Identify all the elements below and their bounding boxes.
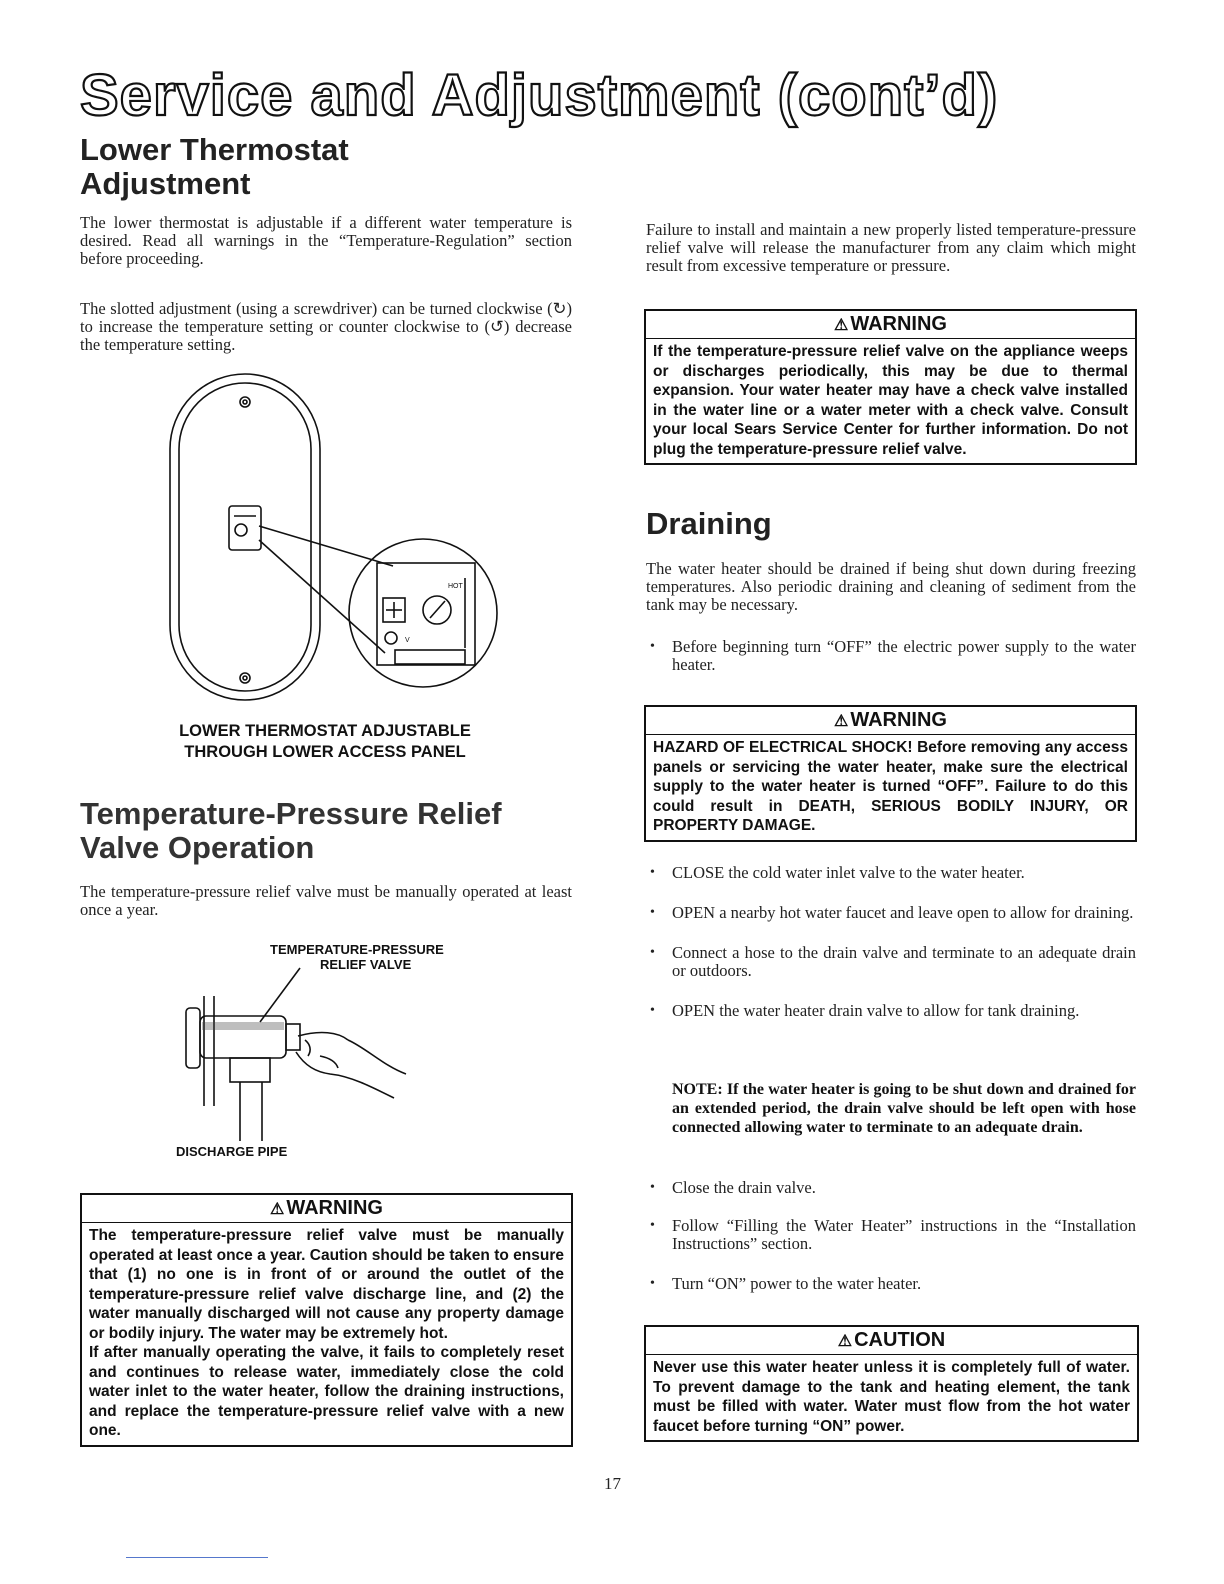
list-item: • Close the drain valve. bbox=[646, 1179, 1136, 1197]
warning-triangle-icon: ⚠ bbox=[837, 1333, 853, 1350]
warning-header bbox=[646, 707, 1135, 735]
tp-valve-para: The temperature-pressure relief valve must be manually operated at least once a year. bbox=[80, 882, 572, 919]
lower-thermostat-para2: The slotted adjustment (using a screwdriver) can be turned clockwise (↻) to increase the temperature setting or counter clockwise to (↺) decrease the temperature setting. bbox=[80, 299, 572, 354]
list-item: • OPEN the water heater drain valve to allow for tank draining. bbox=[646, 1002, 1136, 1020]
draining-steps-list bbox=[646, 864, 1136, 1020]
page-number: 17 bbox=[604, 1474, 621, 1493]
list-item: • Before beginning turn “OFF” the electric power supply to the water heater. bbox=[646, 638, 1136, 674]
warning-text: The temperature-pressure relief valve must be manually operated at least once a year. Caution should be taken to ensure that (1) no one is in front of or around the outlet of the temperature-pressure relief valve discharge line, and (2) the water manually discharged will not cause any property damage or bodily injury. The water may be extremely hot. bbox=[89, 1227, 564, 1342]
warning-box-tp-valve bbox=[80, 1193, 573, 1447]
footer-rule bbox=[126, 1557, 268, 1558]
tp-valve-figure bbox=[170, 966, 410, 1146]
draining-para: The water heater should be drained if being shut down during freezing temperatures. Also periodic draining and cleaning of sediment from the tank may be necessary. bbox=[646, 559, 1136, 614]
heading-line: Valve Operation bbox=[80, 830, 315, 865]
warning-box-electrical-shock bbox=[644, 705, 1137, 842]
svg-text:V: V bbox=[405, 637, 410, 644]
warning-body: HAZARD OF ELECTRICAL SHOCK! Before removing any access panels or servicing the water heater, make sure the electrical supply to the water heater is turned “OFF”. Failure to do this could result in DEATH, SERIOUS BODILY INJURY, OR PROPERTY DAMAGE. bbox=[653, 739, 1128, 834]
label-line: RELIEF VALVE bbox=[320, 957, 412, 972]
list-item: • Connect a hose to the drain valve and terminate to an adequate drain or outdoors. bbox=[646, 944, 1136, 980]
warning-title: WARNING bbox=[850, 709, 947, 731]
warning-triangle-icon: ⚠ bbox=[833, 317, 849, 334]
label-line: TEMPERATURE-PRESSURE bbox=[270, 942, 444, 957]
list-item: • Turn “ON” power to the water heater. bbox=[646, 1275, 1136, 1293]
tp-valve-failure-para: Failure to install and maintain a new properly listed temperature-pressure relief valve will release the manufacturer from any claim which might result from excessive temperature or pressure. bbox=[646, 220, 1136, 275]
draining-heading: Draining bbox=[646, 506, 772, 541]
list-item: • Follow “Filling the Water Heater” instructions in the “Installation Instructions” section. bbox=[646, 1217, 1136, 1253]
svg-text:HOT: HOT bbox=[448, 583, 463, 590]
warning-title: WARNING bbox=[286, 1197, 383, 1219]
caution-box bbox=[644, 1325, 1139, 1442]
page-title: Service and Adjustment (cont’d) bbox=[80, 63, 999, 128]
tp-valve-heading bbox=[80, 797, 502, 865]
thermostat-panel-figure bbox=[165, 368, 505, 713]
warning-title: WARNING bbox=[850, 313, 947, 335]
warning-text: If after manually operating the valve, it fails to completely reset and continues to release water, immediately close the cold water inlet to the water heater, follow the draining instructions, and replace the temperature-pressure relief valve with a new one. bbox=[89, 1344, 564, 1439]
draining-pre-list bbox=[646, 638, 1136, 674]
draining-steps-after-list bbox=[646, 1179, 1136, 1293]
warning-body: If the temperature-pressure relief valve on the appliance weeps or discharges periodically, this may be due to thermal expansion. Your water heater may have a check valve installed in the water line or a water meter with a check valve. Consult your local Sears Service Center for further information. Do not plug the temperature-pressure relief valve. bbox=[653, 343, 1128, 458]
heading-line: Adjustment bbox=[80, 166, 251, 201]
caution-header bbox=[646, 1327, 1137, 1355]
warning-header bbox=[646, 311, 1135, 339]
warning-header bbox=[82, 1195, 571, 1223]
caption-line: LOWER THERMOSTAT ADJUSTABLE bbox=[179, 722, 471, 740]
warning-body bbox=[82, 1223, 571, 1445]
warning-box-thermal-expansion bbox=[644, 309, 1137, 465]
draining-note: NOTE: If the water heater is going to be shut down and drained for an extended period, the drain valve should be left open with hose connected allowing water to terminate to an adequate drain. bbox=[672, 1081, 1136, 1136]
heading-line: Temperature-Pressure Relief bbox=[80, 796, 502, 831]
heading-line: Lower Thermostat bbox=[80, 132, 349, 167]
discharge-pipe-label: DISCHARGE PIPE bbox=[176, 1144, 288, 1159]
lower-thermostat-heading bbox=[80, 133, 349, 201]
warning-triangle-icon: ⚠ bbox=[269, 1201, 285, 1218]
lower-thermostat-para1: The lower thermostat is adjustable if a different water temperature is desired. Read all warnings in the “Temperature-Regulation” section before proceeding. bbox=[80, 213, 572, 268]
caution-body: Never use this water heater unless it is completely full of water. To prevent damage to the tank and heating element, the tank must be filled with water. Water must flow from the hot water faucet before turning “ON” power. bbox=[653, 1359, 1130, 1435]
caution-title: CAUTION bbox=[854, 1329, 946, 1351]
warning-triangle-icon: ⚠ bbox=[833, 713, 849, 730]
list-item: • OPEN a nearby hot water faucet and leave open to allow for draining. bbox=[646, 904, 1136, 922]
thermostat-figure-caption bbox=[120, 721, 530, 763]
caption-line: THROUGH LOWER ACCESS PANEL bbox=[184, 743, 466, 761]
list-item: • CLOSE the cold water inlet valve to the water heater. bbox=[646, 864, 1136, 882]
